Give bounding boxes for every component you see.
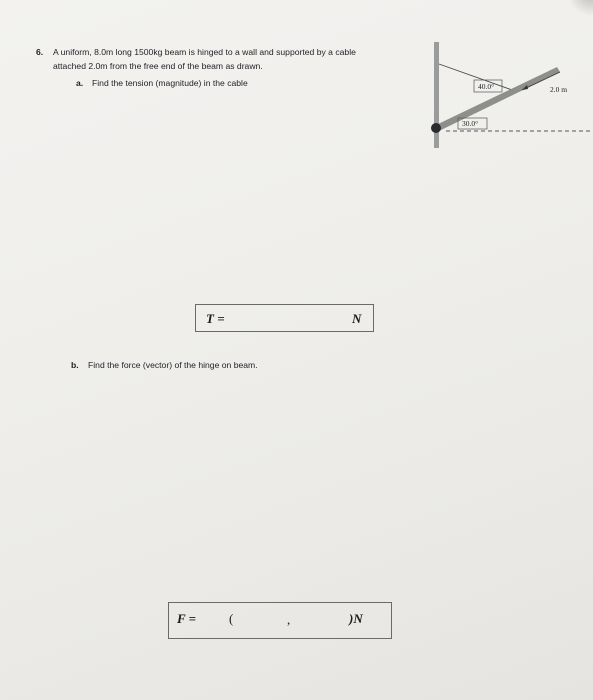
part-a-letter: a. <box>76 78 84 88</box>
force-label: F = <box>177 611 197 626</box>
tension-answer-box[interactable] <box>195 304 374 332</box>
question-text-line-1: A uniform, 8.0m long 1500kg beam is hinged to a wall and supported by a cable <box>53 47 356 57</box>
part-a-prompt: Find the tension (magnitude) in the cable <box>92 78 248 88</box>
tension-unit: N <box>352 311 362 326</box>
beam-cable-diagram <box>418 40 593 155</box>
question-text-line-2: attached 2.0m from the free end of the beam as drawn. <box>53 61 263 71</box>
part-b-letter: b. <box>71 360 79 370</box>
hinge-pin <box>431 123 441 133</box>
tension-label: T = <box>206 311 225 326</box>
question-number: 6. <box>36 47 44 57</box>
force-open-paren: ( <box>229 611 234 626</box>
distance-label: 2.0 m <box>550 85 568 94</box>
force-close-unit: )N <box>349 611 363 626</box>
beam-angle-label: 30.0° <box>462 119 479 128</box>
beam <box>436 67 560 131</box>
force-comma: , <box>287 612 291 627</box>
hinge-force-answer-box[interactable] <box>168 602 392 639</box>
part-b-prompt: Find the force (vector) of the hinge on beam. <box>88 360 258 370</box>
cable <box>439 64 515 91</box>
cable-angle-label: 40.0° <box>478 82 495 91</box>
page-corner-shadow <box>563 0 593 20</box>
